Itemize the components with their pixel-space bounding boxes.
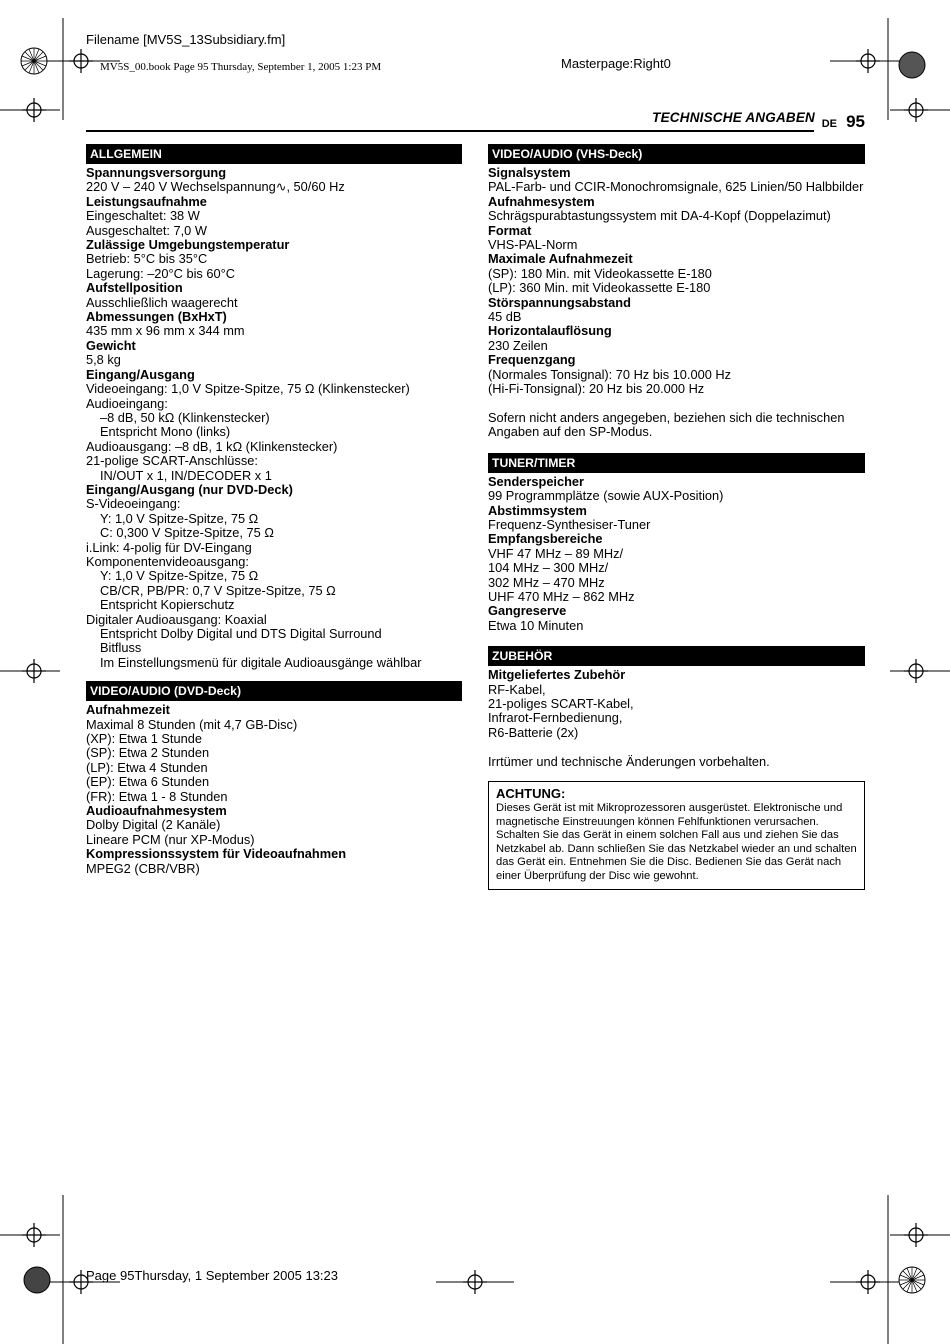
spec-heading: Zulässige Umgebungstemperatur: [86, 237, 290, 253]
spec-heading: Leistungsaufnahme: [86, 193, 207, 209]
spec-value: Bitfluss: [100, 640, 142, 656]
note-text: Sofern nicht anders angegeben, beziehen sich die technischen: [488, 409, 845, 425]
spec-value: Entspricht Mono (links): [100, 424, 231, 440]
spec-heading: Signalsystem: [488, 165, 571, 180]
spec-value: –8 dB, 50 kΩ (Klinkenstecker): [100, 409, 270, 425]
spec-value: Schrägspurabtastungssystem mit DA-4-Kopf (Doppelazimut): [488, 208, 831, 224]
spec-heading: Horizontalauflösung: [488, 323, 612, 339]
spec-value: (LP): 360 Min. mit Videokassette E-180: [488, 280, 711, 296]
section-header-dvd: VIDEO/AUDIO (DVD-Deck): [86, 681, 462, 701]
spec-value: 230 Zeilen: [488, 337, 548, 353]
warning-box: [488, 781, 865, 890]
spec-value: (EP): Etwa 6 Stunden: [86, 774, 210, 790]
spec-heading: Aufstellposition: [86, 280, 183, 296]
spec-heading: Frequenzgang: [488, 352, 576, 368]
spec-value: Entspricht Kopierschutz: [100, 597, 235, 613]
note-text: Irrtümer und technische Änderungen vorbehalten.: [488, 753, 770, 769]
spec-heading: Abstimmsystem: [488, 502, 587, 518]
spec-heading: Maximale Aufnahmezeit: [488, 251, 633, 267]
spec-heading: Mitgeliefertes Zubehör: [488, 667, 626, 683]
spec-heading: Eingang/Ausgang: [86, 366, 195, 382]
spec-value: MPEG2 (CBR/VBR): [86, 860, 200, 876]
right-column: [488, 144, 865, 890]
spec-value: (SP): Etwa 2 Stunden: [86, 745, 210, 761]
spec-heading: Aufnahmesystem: [488, 193, 595, 209]
spec-value: Entspricht Dolby Digital und DTS Digital Surround: [100, 626, 382, 641]
section-header-tuner: TUNER/TIMER: [488, 453, 865, 473]
spec-value: Y: 1,0 V Spitze-Spitze, 75 Ω: [100, 568, 259, 584]
spec-value: Audioausgang: –8 dB, 1 kΩ (Klinkenstecker): [86, 438, 338, 454]
spec-value: (LP): Etwa 4 Stunden: [86, 759, 208, 775]
spec-heading: Kompressionssystem für Videoaufnahmen: [86, 846, 347, 862]
spec-value: 45 dB: [488, 309, 522, 325]
warning-text: Dieses Gerät ist mit Mikroprozessoren ausgerüstet. Elektronische und magnetische Einstreuungen können Fehlfunktionen verursachen. Schalten Sie das Gerät in einem solchen Fall aus und ziehen Sie das Netzkabel ab. Dann schließen Sie das Netzkabel wieder an und schalten das Gerät ein. Entnehmen Sie die Disc. Bedienen Sie das Gerät nach einer Überprüfung der Disc wie gewohnt.: [496, 802, 857, 882]
spec-value: (FR): Etwa 1 - 8 Stunden: [86, 788, 228, 804]
spec-value: 5,8 kg: [86, 352, 121, 368]
spec-heading: Gewicht: [86, 337, 136, 353]
spec-value: 104 MHz – 300 MHz/: [488, 560, 609, 576]
spec-value: (Hi-Fi-Tonsignal): 20 Hz bis 20.000 Hz: [488, 381, 705, 397]
spec-value: Frequenz-Synthesiser-Tuner: [488, 516, 651, 532]
spec-value: RF-Kabel,: [488, 681, 546, 697]
spec-value: Ausgeschaltet: 7,0 W: [86, 222, 207, 238]
spec-value: Komponentenvideoausgang:: [86, 553, 249, 569]
spec-value: 21-polige SCART-Anschlüsse:: [86, 453, 258, 469]
spec-value: Videoeingang: 1,0 V Spitze-Spitze, 75 Ω (Klinkenstecker): [86, 381, 410, 397]
spec-value: 435 mm x 96 mm x 344 mm: [86, 323, 245, 339]
spec-value: Lagerung: –20°C bis 60°C: [86, 265, 235, 281]
section-header-allgemein: ALLGEMEIN: [86, 144, 462, 164]
spec-value: VHS-PAL-Norm: [488, 237, 578, 253]
spec-value: 302 MHz – 470 MHz: [488, 574, 605, 590]
spec-value: Y: 1,0 V Spitze-Spitze, 75 Ω: [100, 510, 259, 526]
spec-value: R6-Batterie (2x): [488, 724, 579, 740]
spec-heading: Format: [488, 222, 532, 238]
spec-value: Eingeschaltet: 38 W: [86, 208, 200, 224]
spec-value: Maximal 8 Stunden (mit 4,7 GB-Disc): [86, 716, 298, 732]
spec-value: i.Link: 4-polig für DV-Eingang: [86, 539, 252, 555]
spec-heading: Senderspeicher: [488, 473, 585, 489]
spec-value: 220 V – 240 V Wechselspannung∿, 50/60 Hz: [86, 179, 345, 195]
spec-value: (Normales Tonsignal): 70 Hz bis 10.000 Hz: [488, 366, 732, 382]
page-header: [86, 110, 865, 132]
note-text: Angaben auf den SP-Modus.: [488, 424, 653, 440]
book-info-label: MV5S_00.book Page 95 Thursday, September 1, 2005 1:23 PM: [100, 61, 382, 73]
spec-heading: Gangreserve: [488, 603, 567, 619]
spec-heading: Störspannungsabstand: [488, 294, 631, 310]
spec-value: Ausschließlich waagerecht: [86, 294, 238, 310]
spec-value: (SP): 180 Min. mit Videokassette E-180: [488, 265, 712, 281]
spec-value: 99 Programmplätze (sowie AUX-Position): [488, 488, 724, 504]
section-header-zubehoer: ZUBEHÖR: [488, 646, 865, 666]
spec-value: UHF 470 MHz – 862 MHz: [488, 588, 635, 604]
spec-value: Dolby Digital (2 Kanäle): [86, 817, 221, 833]
spec-value: (XP): Etwa 1 Stunde: [86, 731, 202, 747]
page-number: 95: [846, 112, 865, 131]
spec-value: Audioeingang:: [86, 395, 168, 411]
spec-value: Digitaler Audioausgang: Koaxial: [86, 611, 267, 627]
left-column: [86, 144, 462, 876]
masterpage-label: Masterpage:Right0: [561, 56, 671, 71]
filename-label: Filename [MV5S_13Subsidiary.fm]: [86, 32, 286, 47]
spec-heading: Abmessungen (BxHxT): [86, 309, 227, 325]
spec-value: Im Einstellungsmenü für digitale Audioausgänge wählbar: [100, 654, 422, 670]
page-title: TECHNISCHE ANGABEN: [652, 110, 815, 125]
spec-value: S-Videoeingang:: [86, 496, 181, 512]
spec-value: VHF 47 MHz – 89 MHz/: [488, 545, 624, 561]
spec-value: CB/CR, PB/PR: 0,7 V Spitze-Spitze, 75 Ω: [100, 582, 336, 598]
spec-heading: Empfangsbereiche: [488, 531, 603, 547]
spec-value: PAL-Farb- und CCIR-Monochromsignale, 625 Linien/50 Halbbilder: [488, 179, 864, 195]
footer-info-label: Page 95Thursday, 1 September 2005 13:23: [86, 1268, 338, 1283]
section-header-vhs: VIDEO/AUDIO (VHS-Deck): [488, 144, 865, 164]
spec-value: IN/OUT x 1, IN/DECODER x 1: [100, 467, 272, 483]
spec-heading: Audioaufnahmesystem: [86, 803, 227, 819]
spec-heading: Spannungsversorgung: [86, 165, 227, 180]
warning-title: ACHTUNG:: [496, 786, 566, 801]
spec-value: 21-poliges SCART-Kabel,: [488, 695, 634, 711]
spec-value: Infrarot-Fernbedienung,: [488, 710, 623, 726]
spec-heading: Aufnahmezeit: [86, 702, 170, 718]
spec-value: Lineare PCM (nur XP-Modus): [86, 831, 255, 847]
header-rule: [86, 130, 814, 132]
language-code: DE: [821, 118, 837, 130]
spec-value: C: 0,300 V Spitze-Spitze, 75 Ω: [100, 525, 274, 541]
spec-value: Etwa 10 Minuten: [488, 617, 584, 633]
spec-value: Betrieb: 5°C bis 35°C: [86, 251, 208, 267]
spec-heading: Eingang/Ausgang (nur DVD-Deck): [86, 481, 293, 497]
